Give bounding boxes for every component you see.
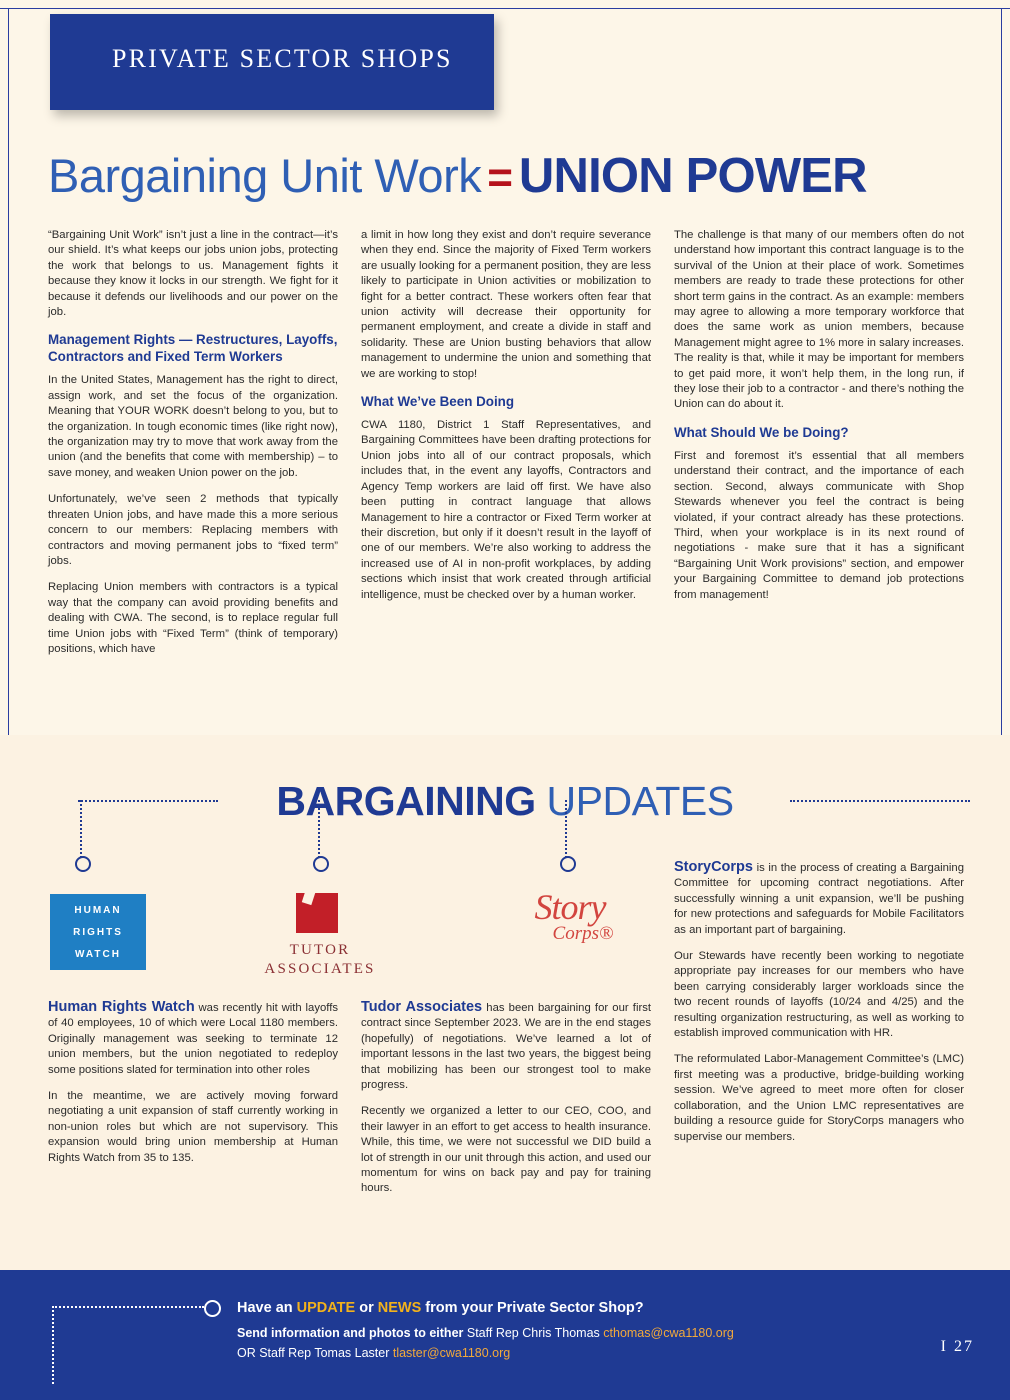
- dotted-connector-left: [78, 800, 218, 802]
- page-title-light: Bargaining Unit Work: [48, 149, 482, 202]
- dotted-node-mid2: [560, 856, 576, 872]
- tudor-logo-mark-icon: [296, 893, 344, 933]
- hrw-logo-line2: RIGHTS: [73, 927, 123, 938]
- storycorps-logo-line2: Corps®: [552, 923, 614, 944]
- human-rights-watch-logo: [50, 894, 146, 970]
- footer-headline-part3: from your Private Sector Shop?: [421, 1300, 644, 1316]
- footer-dotted-line-vertical: [52, 1306, 54, 1384]
- storycorps-logo-line1: Story: [534, 887, 606, 927]
- storycorps-paragraph-3: The reformulated Labor-Management Committee’s (LMC) first meeting was a productive, bridge-building working session. We’ve agreed to meet more often for closer collaboration, and the Union LMC representatives are building a resource guide for StoryCorps managers who supervise our members.: [674, 1053, 964, 1143]
- hrw-logo-line3: WATCH: [75, 949, 121, 960]
- storycorps-paragraph-1: is in the process of creating a Bargaining Committee for upcoming contract negotiations. After successfully winning a unit expansion, we’ll be pushing for new protections and safeguards for Mobile Facilitators as an important part of bargaining.: [674, 862, 964, 936]
- article-column-1: [48, 228, 338, 668]
- storycorps-lead-in: StoryCorps: [674, 859, 753, 875]
- dotted-connector-right: [790, 800, 970, 802]
- page-title-equals: =: [487, 153, 513, 202]
- tudor-logo-line2: ASSOCIATES: [264, 961, 376, 977]
- paragraph: The challenge is that many of our members often do not understand how important this contract language is to the survival of the Union at their place of work. Sometimes members are ready to trade these protections for other short term gains in the contract. As an example: members may agree to allowing a more temporary workforce that does the same work as union members, because Management might agree to 1% more in salary increases. The reality is that, while it may be important for members to get paid more, it won’t help them, in the long run, if they lose their job to a contractor - and there’s nothing the Union can do about it.: [674, 229, 964, 411]
- paragraph: CWA 1180, District 1 Staff Representatives, and Bargaining Committees have been drafting protections for Union jobs into all of our contract proposals, which includes that, in the event any layoffs, Contractors and Agency Temp workers are laid off first. We have also been putting in contract language that allows Management to hire a contractor or Fixed Term worker at their discretion, but only if it doesn’t result in the layoff of one of our members. We’re also working to address the increased use of AI in non-profit workplaces, by adding sections which insist that work created through artificial intelligence, must be checked over by a human worker.: [361, 419, 651, 601]
- footer-headline-news: NEWS: [377, 1300, 422, 1316]
- page-title: [48, 148, 968, 208]
- paragraph: “Bargaining Unit Work” isn’t just a line in the contract—it’s our shield. It’s what keeps our jobs union jobs, protecting the work that belongs to us. Management fights it because they know it locks in our strength. We fight for it because it defends our livelihoods and our power on the job.: [48, 229, 338, 319]
- tudor-paragraph-1: has been bargaining for our first contract since September 2023. We are in the end stages (hopefully) of negotiations. We’ve learned a lot of important lessons in the last two years, the biggest being that mobilizing has been our strongest tool to make progress.: [361, 1002, 651, 1092]
- paragraph: First and foremost it’s essential that all members understand their contract, and the importance of each section. Second, always communicate with Shop Stewards whenever you feel the contract is being violated, if your contract already has these protections. Third, when your workplace is in its next round of negotiations - make sure that it has a significant “Bargaining Unit Work provisions” section, and empower your Bargaining Committee to demand job protections from management!: [674, 449, 964, 601]
- footer-headline-part2: or: [355, 1300, 378, 1316]
- footer-headline-part1: Have an: [237, 1300, 297, 1316]
- top-rule: [0, 8, 1010, 9]
- section-header-label: PRIVATE SECTOR SHOPS: [112, 44, 453, 73]
- subheading-what-weve-been-doing: What We’ve Been Doing: [361, 394, 515, 410]
- dotted-connector-left-vertical: [80, 800, 82, 858]
- footer-headline: [237, 1300, 644, 1316]
- paragraph: Replacing Union members with contractors is a typical way that the company can avoid providing benefits and dealing with CWA. The second, is to replace regular full time Union jobs with “Fixed Term” (think of temporary) positions, which have: [48, 581, 338, 655]
- hrw-logo-line1: HUMAN: [74, 905, 122, 916]
- footer-headline-update: UPDATE: [296, 1300, 356, 1316]
- hrw-lead-in: Human Rights Watch: [48, 999, 195, 1015]
- dotted-node-left: [75, 856, 91, 872]
- paragraph: a limit in how long they exist and don’t require severance when they end. Since the majority of Fixed Term workers are usually looking for a permanent position, they are less likely to participate in Union activities or mobilization to fight for a better contract. These workers often fear that union activity will decrease their opportunity for permanent employment, and create a divide in staff and solidarity. These are Union busting behaviors that allow management to undermine the union and something that we are working to stop!: [361, 229, 651, 380]
- bargaining-updates-title-bold: BARGAINING: [276, 778, 536, 824]
- storycorps-paragraph-2: Our Stewards have recently been working to negotiate appropriate pay increases for our members who have been carrying considerably larger workloads since the two recent rounds of layoffs (10/24 and 4/25) and the resulting organization restructuring, as well as working to establish improved communication with HR.: [674, 950, 964, 1040]
- footer-contact-line-2: [237, 1346, 510, 1360]
- paragraph: [361, 1000, 651, 1093]
- footer-dotted-node: [204, 1300, 221, 1317]
- hrw-paragraph-2: In the meantime, we are actively moving forward negotiating a unit expansion of staff currently working in non-union roles but which are not supervisory. This expansion would bring union membership at Human Rights Watch from 35 to 135.: [48, 1090, 338, 1164]
- dotted-node-mid1: [313, 856, 329, 872]
- footer-contact-line-1: [237, 1326, 734, 1340]
- footer-contact-rep2: OR Staff Rep Tomas Laster: [237, 1346, 393, 1360]
- bargaining-updates-title-light: UPDATES: [535, 778, 734, 824]
- paragraph: Unfortunately, we’ve seen 2 methods that typically threaten Union jobs, and have made this a more serious concern to our members: Replacing members with contractors and moving permanent jobs to “fixed term” jobs.: [48, 493, 338, 567]
- update-storycorps: [674, 860, 964, 1156]
- tudor-associates-logo: [250, 893, 390, 979]
- paragraph: [48, 1000, 338, 1078]
- tudor-logo-line1: TUTOR: [289, 942, 351, 958]
- subheading-management-rights: Management Rights — Restructures, Layoffs, Contractors and Fixed Term Workers: [48, 332, 338, 365]
- paragraph: [674, 860, 964, 938]
- hrw-paragraph-1: was recently hit with layoffs of 40 employees, 10 of which were Local 1180 members. Originally management was seeking to terminate 12 union members, but the union negotiated to redeploy some positions slated for termination into other roles: [48, 1002, 338, 1076]
- footer-email-tomas-laster[interactable]: tlaster@cwa1180.org: [392, 1346, 511, 1360]
- page-title-bold: UNION POWER: [518, 149, 867, 203]
- paragraph: In the United States, Management has the right to direct, assign work, and set the focus of the organization. Meaning that YOUR WORK doesn’t belong to you, but to the organization. In tough economic times (like right now), the organization may try to move that work away from the union (and the benefits that come with membership) – to save money, and weaken Union power on the job.: [48, 374, 338, 479]
- article-column-3: [674, 228, 964, 614]
- footer-contact-rep1: Staff Rep Chris Thomas: [463, 1326, 604, 1340]
- footer-contact-bold: Send information and photos to either: [237, 1326, 464, 1340]
- article-column-2: [361, 228, 651, 614]
- update-human-rights-watch: [48, 1000, 338, 1177]
- dotted-connector-mid2-vertical: [565, 800, 567, 858]
- footer-email-chris-thomas[interactable]: cthomas@cwa1180.org: [603, 1326, 734, 1340]
- subheading-what-should-we-be-doing: What Should We be Doing?: [674, 424, 849, 440]
- tudor-paragraph-2: Recently we organized a letter to our CEO, COO, and their lawyer in an effort to get access to health insurance. While, this time, we were not successful we DID build a lot of strength in our unit through this action, and used our momentum for wins on back pay and pay for training hours.: [361, 1105, 651, 1195]
- footer-dotted-line: [52, 1306, 204, 1308]
- dotted-connector-mid1-vertical: [318, 800, 320, 858]
- tudor-lead-in: Tudor Associates: [361, 999, 483, 1015]
- update-tudor-associates: [361, 1000, 651, 1208]
- page-number: I 27: [940, 1338, 974, 1355]
- storycorps-logo: [500, 887, 640, 944]
